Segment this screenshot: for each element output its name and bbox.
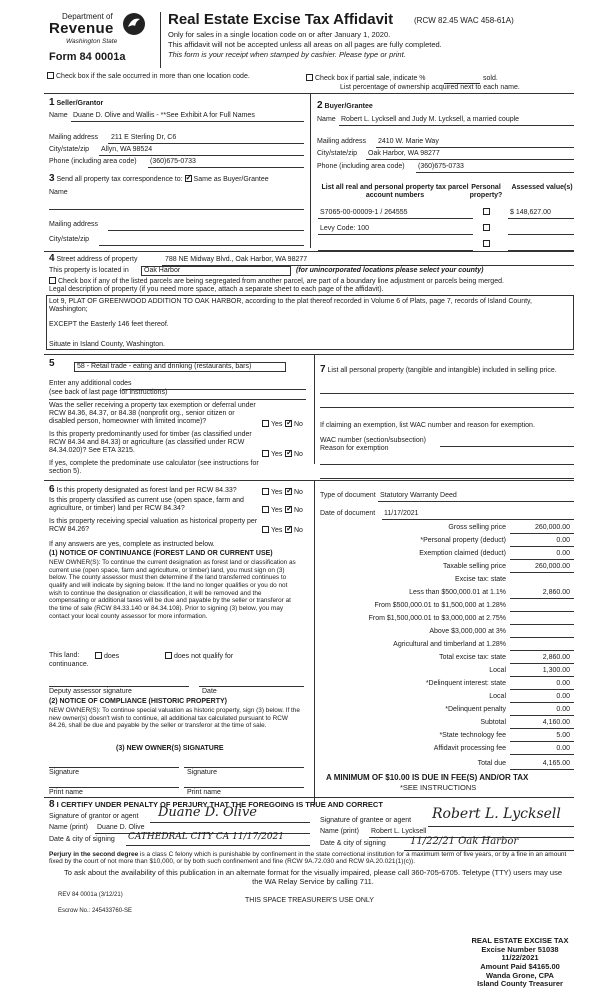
tax-value-17[interactable]: 0.00 <box>556 745 570 752</box>
document-type-label: Type of document <box>320 492 376 499</box>
tax-value-10[interactable]: 2,860.00 <box>542 654 570 661</box>
historic-yes-checkbox[interactable]: Yes <box>262 526 282 535</box>
wac-number-label: WAC number (section/subsection) <box>320 437 426 444</box>
perjury-notice: Perjury in the second degree is a class C felony which is punishable by confinement in the state correctional institution for a maximum term of five years, or by a fine in an amount fixed by the court of not more than $10,000, or by both such confinement and fine (RCW 9A.72.030 and RCW 9A.20.021(1)(c)). <box>49 851 567 866</box>
corr-name-label: Name <box>49 189 68 196</box>
tax-label-10: Total excise tax: state <box>439 654 506 661</box>
seller-city-label: City/state/zip <box>49 146 90 153</box>
tax-label-15: Subtotal <box>480 719 506 726</box>
tax-value-2[interactable]: 0.00 <box>556 550 570 557</box>
notice-continuance-body: NEW OWNER(S): To continue the current designation as forest land or classification as current use (open space, farm and agriculture, or timber) land, you must sign on (3) below. The county assessor must then determine if the land transferred continues to qualify and will indicate by signing below. If the land no longer qualifies or you do not wish to continue the designation or classification, it will be removed and the compensating or additional taxes will be due and payable by the seller or transferor at the time of sale (RCW 84.33.140 or 84.34.108). Prior to signing (3) below, you may contact your local county assessor for more information. <box>49 559 296 620</box>
legal-line-3: Situate in Island County, Washington. <box>49 341 165 348</box>
same-as-buyer-checkbox[interactable]: ✓ Same as Buyer/Grantee <box>185 176 269 183</box>
tax-value-12[interactable]: 0.00 <box>556 680 570 687</box>
owner-signature-label-2: Signature <box>187 769 217 776</box>
does-checkbox[interactable]: does <box>95 652 119 661</box>
owner-print-name-label-1: Print name <box>49 789 83 796</box>
grantee-date-label: Date & city of signing <box>320 840 386 847</box>
revenue-logo-icon <box>122 12 146 36</box>
state-label: Washington State <box>66 38 118 45</box>
notice-continuance-title: (1) NOTICE OF CONTINUANCE (FOREST LAND OR CURRENT USE) <box>49 550 273 557</box>
personal-property-checkbox-1[interactable] <box>483 208 492 217</box>
tax-label-18: Total due <box>477 760 506 767</box>
owner-print-name-label-2: Print name <box>187 789 221 796</box>
historic-question: Is this property receiving special valuation as historical property per RCW 84.26? <box>49 518 258 534</box>
deputy-signature-label: Deputy assessor signature <box>49 688 132 695</box>
current-use-yes-checkbox[interactable]: Yes <box>262 506 282 515</box>
tax-value-5[interactable]: 2,860.00 <box>542 589 570 596</box>
tax-value-13[interactable]: 0.00 <box>556 693 570 700</box>
current-use-question: Is this property classified as current use (open space, farm and agriculture, or timber) land per RCW 84.34? <box>49 497 244 513</box>
certify-statement: 8 I CERTIFY UNDER PENALTY OF PERJURY THAT THE FOREGOING IS TRUE AND CORRECT <box>49 799 383 810</box>
personal-property-checkbox-3[interactable] <box>483 240 492 249</box>
alternate-format-note: To ask about the availability of this publication in an alternate format for the visually impaired, please call 360-705-6705. Teletype (TTY) users may use the WA Relay Service by calling 711. <box>63 868 563 886</box>
seller-phone-label: Phone (including area code) <box>49 158 137 165</box>
grantor-date-label: Date & city of signing <box>49 836 115 843</box>
unincorporated-note: (for unincorporated locations please select your county) <box>296 267 484 274</box>
notice-compliance-body: NEW OWNER(S): To continue special valuation as historic property, sign (3) below. If the new owner(s) doesn't wish to continue, all additional tax calculated pursuant to RCW 84.26, shall be due and payable by the seller or transferor at the time of sale. <box>49 707 300 730</box>
buyer-city-label: City/state/zip <box>317 150 358 157</box>
timber-yes-checkbox[interactable]: Yes <box>262 450 282 459</box>
treasurer-stamp: REAL ESTATE EXCISE TAX Excise Number 51038 11/22/2021 Amount Paid $4165.00 Wanda Grone, CPA Island County Treasurer <box>471 936 569 988</box>
parcel-header: List all real and personal property tax parcel account numbers <box>321 184 469 200</box>
section-2-heading: 2 Buyer/Grantee <box>317 100 373 111</box>
tax-label-9: Agricultural and timberland at 1.28% <box>393 641 506 648</box>
tax-label-3: Taxable selling price <box>442 563 506 570</box>
partial-sale-checkbox[interactable]: Check box if partial sale, indicate % <box>306 74 426 83</box>
street-address-field[interactable]: 788 NE Midway Blvd., Oak Harbor, WA 98277 <box>165 256 308 263</box>
dept-label: Department of <box>62 12 113 21</box>
legal-line-2: EXCEPT the Easterly 146 feet thereof. <box>49 321 169 328</box>
tax-value-1[interactable]: 0.00 <box>556 537 570 544</box>
this-land-label: This land: <box>49 652 80 659</box>
additional-codes-label: Enter any additional codes <box>49 380 132 387</box>
buyer-city-field[interactable]: Oak Harbor, WA 98277 <box>368 150 440 157</box>
grantor-name-label: Name (print) <box>49 824 88 831</box>
buyer-name-field[interactable]: Robert L. Lycksell and Judy M. Lycksell, a married couple <box>341 116 520 123</box>
tax-label-1: *Personal property (deduct) <box>420 537 506 544</box>
grantee-signature-label: Signature of grantee or agent <box>320 817 412 824</box>
corr-city-label: City/state/zip <box>49 236 90 243</box>
header-note-3: This form is your receipt when stamped by cashier. Please type or print. <box>168 50 406 59</box>
tax-label-17: Affidavit processing fee <box>433 745 506 752</box>
tax-label-12: *Delinquent interest: state <box>425 680 506 687</box>
list-percentage-note: List percentage of ownership acquired next to each name. <box>340 84 520 91</box>
timber-no-checkbox[interactable]: ✓ No <box>285 450 303 459</box>
grantor-name-field[interactable]: Duane D. Olive <box>97 824 145 831</box>
see-instructions-note: *SEE INSTRUCTIONS <box>400 783 477 792</box>
seller-phone-field[interactable]: (360)675-0733 <box>150 158 196 165</box>
section-3-heading: 3 Send all property tax correspondence to: ✓ Same as Buyer/Grantee <box>49 173 269 185</box>
tax-label-8: Above $3,000,000 at 3% <box>429 628 506 635</box>
tax-label-4: Excise tax: state <box>455 576 506 583</box>
forest-no-checkbox[interactable]: ✓ No <box>285 488 303 497</box>
buyer-phone-label: Phone (including area code) <box>317 163 405 170</box>
tax-label-5: Less than $500,000.01 at 1.1% <box>409 589 506 596</box>
segregated-checkbox[interactable]: Check box if any of the listed parcels are being segregated from another parcel, are part of a boundary line adjustment or parcels being merged. <box>49 277 504 286</box>
tax-value-15[interactable]: 4,160.00 <box>542 719 570 726</box>
personal-property-checkbox-2[interactable] <box>483 224 492 233</box>
section-1-heading: 1 Seller/Grantor <box>49 97 104 108</box>
sold-label: sold. <box>483 75 498 82</box>
form-title: Real Estate Excise Tax Affidavit <box>168 11 394 28</box>
if-any-yes-note: If any answers are yes, complete as instructed below. <box>49 541 215 548</box>
document-date-field[interactable]: 11/17/2021 <box>384 510 419 517</box>
continuance-label: continuance. <box>49 661 89 668</box>
tax-value-3[interactable]: 260,000.00 <box>534 563 570 570</box>
multi-location-checkbox[interactable]: Check box if the sale occurred in more than one location code. <box>47 72 250 81</box>
reason-label: Reason for exemption <box>320 445 389 452</box>
seller-mailing-field[interactable]: 211 E Sterling Dr, C6 <box>111 134 177 141</box>
seller-city-field[interactable]: Allyn, WA 98524 <box>101 146 153 153</box>
exemption-question: Was the seller receiving a property tax exemption or deferral under RCW 84.36, 84.37, or 84.38 (nonprofit org., senior citizen or disabled person, homeowner with limited income)? <box>49 402 256 426</box>
exemption-yes-checkbox[interactable]: Yes <box>262 420 282 429</box>
parcel-number[interactable]: S7065-00-00009-1 / 264555 <box>320 209 408 216</box>
tax-value-18[interactable]: 4,165.00 <box>542 760 570 767</box>
legal-line-1: Lot 9, PLAT OF GREENWOOD ADDITION TO OAK HARBOR, according to the plat thereof recorded in Volume 6 of Plats, page 7, records of Island County, Washington; <box>49 298 532 314</box>
tax-label-11: Local <box>489 667 506 674</box>
legal-description-label: Legal description of property (if you need more space, attach a separate sheet to each page of the affidavit). <box>49 286 384 293</box>
section-7-heading: 7 List all personal property (tangible and intangible) included in selling price. <box>320 364 557 375</box>
grantor-date-city[interactable]: CATHEDRAL CITY CA 11/17/2021 <box>128 832 285 842</box>
section-4-street: 4 Street address of property <box>49 253 138 264</box>
does-not-checkbox[interactable]: does not qualify for <box>165 652 233 661</box>
seller-mailing-label: Mailing address <box>49 134 99 141</box>
grantor-signature-label: Signature of grantor or agent <box>49 813 139 820</box>
buyer-name-label: Name <box>317 116 336 123</box>
form-number: Form 84 0001a <box>49 51 126 63</box>
buyer-mailing-field[interactable]: 2410 W. Marie Way <box>378 138 439 145</box>
assessed-value[interactable]: $ 148,627.00 <box>510 209 551 216</box>
corr-mailing-label: Mailing address <box>49 221 99 228</box>
seller-name-label: Name <box>49 112 68 119</box>
grantee-name-field[interactable]: Robert L. Lycksell <box>371 828 427 835</box>
grantee-name-label: Name (print) <box>320 828 359 835</box>
current-use-no-checkbox[interactable]: ✓ No <box>285 506 303 515</box>
grantee-signature[interactable]: Robert L. Lycksell <box>432 806 561 822</box>
timber-question: Is this property predominantly used for timber (as classified under RCW 84.34 and 84.33) or agriculture (as classified under RCW 84.34.020)? See ETA 3215. <box>49 431 252 455</box>
exemption-wac-note: If claiming an exemption, list WAC number and reason for exemption. <box>320 422 535 429</box>
tax-label-16: *State technology fee <box>439 732 506 739</box>
document-type-field[interactable]: Statutory Warranty Deed <box>380 492 457 499</box>
section-5-number: 5 <box>49 358 55 369</box>
tax-value-11[interactable]: 1,300.00 <box>542 667 570 674</box>
new-owner-signature-title: (3) NEW OWNER(S) SIGNATURE <box>116 745 224 752</box>
forest-land-question: 6 Is this property designated as forest land per RCW 84.33? <box>49 484 237 495</box>
seller-name-field[interactable]: Duane D. Olive and Wallis - **See Exhibit A for Full Names <box>73 112 255 119</box>
buyer-phone-field[interactable]: (360)675-0733 <box>418 163 464 170</box>
grantee-date-city[interactable]: 11/22/21 Oak Harbor <box>410 836 519 847</box>
exemption-no-checkbox[interactable]: ✓ No <box>285 420 303 429</box>
rcw-ref: (RCW 82.45 WAC 458-61A) <box>414 16 514 25</box>
location-select[interactable]: Oak Harbor <box>141 266 291 276</box>
assessed-value-header: Assessed value(s) <box>511 184 573 191</box>
revision-label: REV 84 0001a (3/12/21) <box>58 892 123 898</box>
forest-yes-checkbox[interactable]: Yes <box>262 488 282 497</box>
header-note-1: Only for sales in a single location code on or after January 1, 2020. <box>168 30 391 39</box>
located-in-label: This property is located in <box>49 267 129 274</box>
revenue-logo-text: Revenue <box>49 20 114 37</box>
tax-label-0: Gross selling price <box>448 524 506 531</box>
see-back-note: (see back of last page for instructions) <box>49 389 168 396</box>
escrow-number: Escrow No.: 245433760-SE <box>58 908 133 914</box>
treasurer-use-label: THIS SPACE TREASURER'S USE ONLY <box>245 897 374 904</box>
land-use-code-select[interactable]: 58 - Retail trade - eating and drinking (restaurants, bars) <box>74 362 286 372</box>
tax-value-16[interactable]: 5.00 <box>556 732 570 739</box>
grantor-signature[interactable]: Duane D. Olive <box>158 805 257 820</box>
tax-label-2: Exemption claimed (deduct) <box>419 550 506 557</box>
header-note-2: This affidavit will not be accepted unless all areas on all pages are fully completed. <box>168 40 442 49</box>
personal-property-header: Personal property? <box>469 184 503 200</box>
tax-label-7: From $1,500,000.01 to $3,000,000 at 2.75% <box>368 615 506 622</box>
buyer-mailing-label: Mailing address <box>317 138 367 145</box>
minimum-fee-note: A MINIMUM OF $10.00 IS DUE IN FEE(S) AND/OR TAX <box>326 773 529 782</box>
tax-label-6: From $500,000.01 to $1,500,000 at 1.28% <box>374 602 506 609</box>
tax-label-13: Local <box>489 693 506 700</box>
historic-no-checkbox[interactable]: ✓ No <box>285 526 303 535</box>
tax-label-14: *Delinquent penalty <box>445 706 506 713</box>
predominate-use-note: If yes, complete the predominate use calculator (see instructions for section 5). <box>49 460 259 476</box>
deputy-date-label: Date <box>202 688 217 695</box>
tax-value-14[interactable]: 0.00 <box>556 706 570 713</box>
document-date-label: Date of document <box>320 510 376 517</box>
notice-compliance-title: (2) NOTICE OF COMPLIANCE (HISTORIC PROPERTY) <box>49 698 227 705</box>
tax-value-0[interactable]: 260,000.00 <box>534 524 570 531</box>
levy-code[interactable]: Levy Code: 100 <box>320 225 370 232</box>
owner-signature-label-1: Signature <box>49 769 79 776</box>
